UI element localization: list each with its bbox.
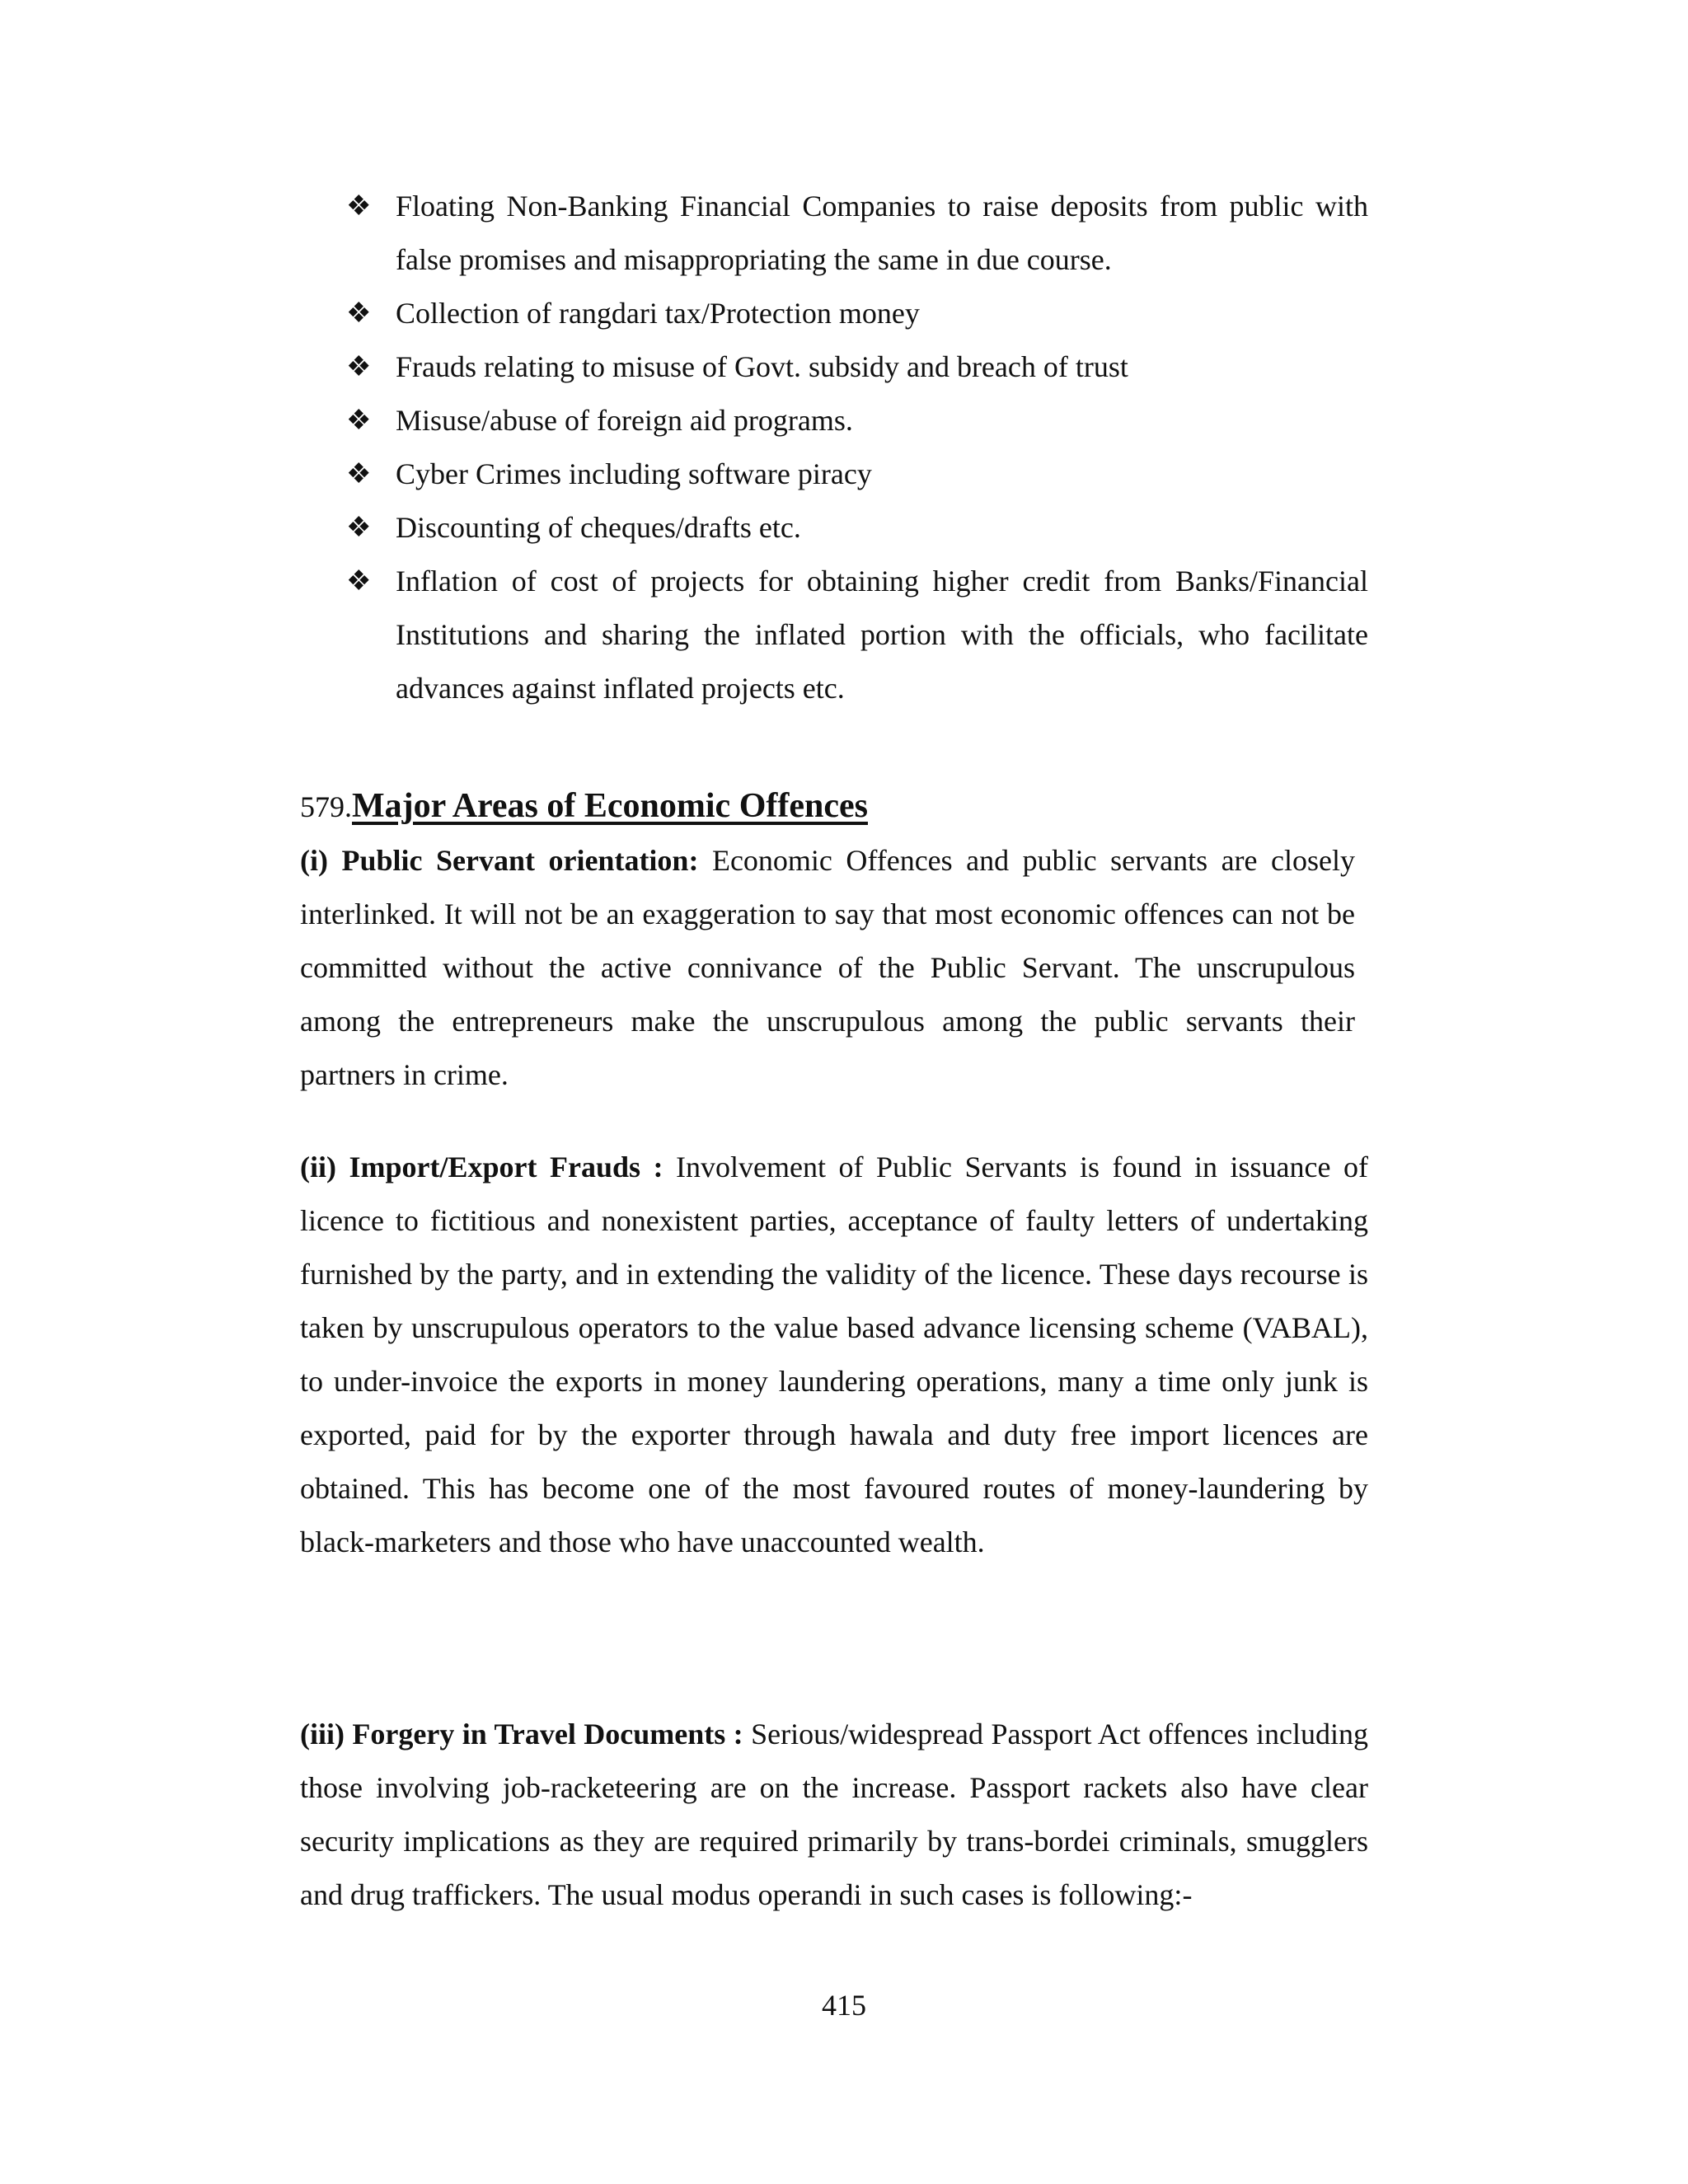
list-item xyxy=(346,180,1368,287)
paragraph-travel-documents xyxy=(300,1708,1368,1922)
diamond-bullet-icon: ❖ xyxy=(346,513,372,543)
section-heading xyxy=(300,781,1368,832)
list-item xyxy=(346,340,1368,394)
page-number: 415 xyxy=(822,1989,866,2022)
diamond-bullet-icon: ❖ xyxy=(346,191,372,222)
bullet-text: Misuse/abuse of foreign aid programs. xyxy=(396,404,853,437)
list-item xyxy=(346,287,1368,340)
paragraph-lead: (i) Public Servant orientation: xyxy=(300,844,699,877)
paragraph-body: Serious/widespread Passport Act offences including those involving job-racketeering are on the increase. Passport rackets also have clear security implications as they are required primarily by trans-bordei criminals, smugglers and drug traffickers. The usual modus operandi in such cases is following:- xyxy=(300,1718,1368,1911)
section-number: 579. xyxy=(300,790,352,823)
list-item xyxy=(346,555,1368,715)
bullet-text: Cyber Crimes including software piracy xyxy=(396,457,872,490)
paragraph-import-export xyxy=(300,1141,1368,1569)
list-item xyxy=(346,501,1368,555)
paragraph-lead: (ii) Import/Export Frauds : xyxy=(300,1151,663,1183)
bullet-list xyxy=(346,180,1368,715)
bullet-text: Frauds relating to misuse of Govt. subsidy and breach of trust xyxy=(396,350,1128,383)
diamond-bullet-icon: ❖ xyxy=(346,566,372,597)
list-item xyxy=(346,448,1368,501)
diamond-bullet-icon: ❖ xyxy=(346,459,372,490)
list-item xyxy=(346,394,1368,448)
bullet-text: Inflation of cost of projects for obtaining higher credit from Banks/Financial Institutions and sharing the inflated portion with the officials, who facilitate advances against inflated projects etc. xyxy=(396,565,1368,705)
paragraph-lead: (iii) Forgery in Travel Documents : xyxy=(300,1718,743,1750)
diamond-bullet-icon: ❖ xyxy=(346,298,372,329)
paragraph-body: Involvement of Public Servants is found in issuance of licence to fictitious and nonexistent parties, acceptance of faulty letters of undertaking furnished by the party, and in extending the validity of the licence. These days recourse is taken by unscrupulous operators to the value based advance licensing scheme (VABAL), to under-invoice the exports in money laundering operations, many a time only junk is exported, paid for by the exporter through hawala and duty free import licences are obtained. This has become one of the most favoured routes of money-laundering by black-marketers and those who have unaccounted wealth. xyxy=(300,1151,1368,1558)
diamond-bullet-icon: ❖ xyxy=(346,352,372,382)
bullet-text: Floating Non-Banking Financial Companies to raise deposits from public with false promises and misappropriating the same in due course. xyxy=(396,190,1368,276)
diamond-bullet-icon: ❖ xyxy=(346,405,372,436)
paragraph-body: Economic Offences and public servants are closely interlinked. It will not be an exaggeration to say that most economic offences can not be committed without the active connivance of the Public Servant. The unscrupulous among the entrepreneurs make the unscrupulous among the public servants their partners in crime. xyxy=(300,844,1355,1091)
bullet-text: Discounting of cheques/drafts etc. xyxy=(396,511,801,544)
section-title: Major Areas of Economic Offences xyxy=(352,787,868,825)
bullet-text: Collection of rangdari tax/Protection money xyxy=(396,297,920,330)
paragraph-public-servant xyxy=(300,834,1355,1102)
